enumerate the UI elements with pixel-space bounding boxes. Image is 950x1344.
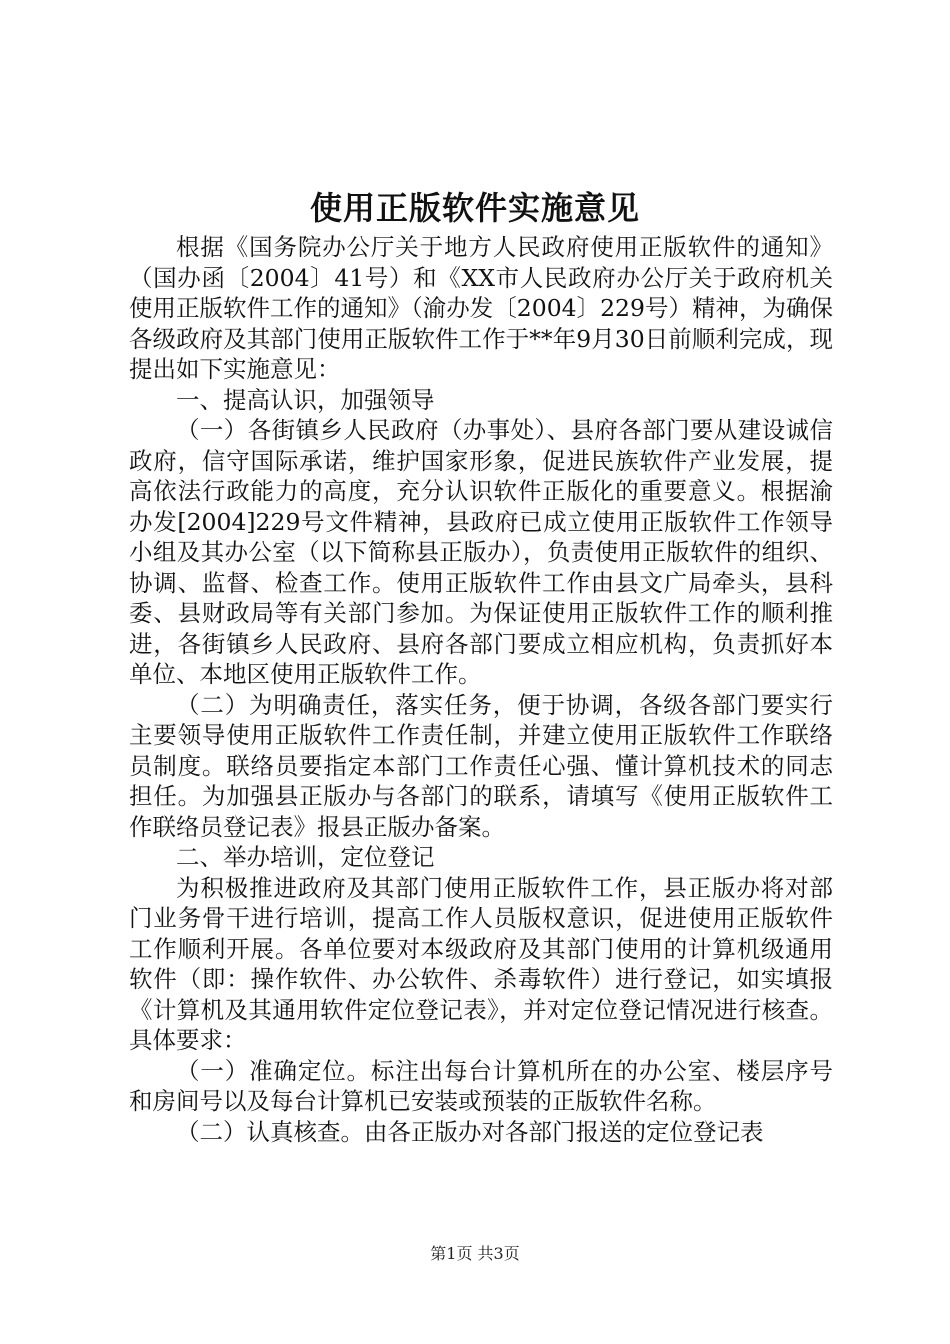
section-2-item-1: （一）准确定位。标注出每台计算机所在的办公室、楼层序号和房间号以及每台计算机已安装或预装的正版软件名称。 <box>129 1056 833 1115</box>
document-body <box>129 232 833 1147</box>
intro-paragraph: 根据《国务院办公厅关于地方人民政府使用正版软件的通知》（国办函〔2004〕41号）和《XX市人民政府办公厅关于政府机关使用正版软件工作的通知》（渝办发〔2004〕229号）精神，为确保各级政府及其部门使用正版软件工作于**年9月30日前顺利完成，现提出如下实施意见： <box>129 233 833 383</box>
page-footer: 第1页 共3页 <box>430 1244 520 1263</box>
section-heading-1: 一、提高认识，加强领导 <box>176 385 435 414</box>
document-title: 使用正版软件实施意见 <box>309 189 640 227</box>
section-2-intro: 为积极推进政府及其部门使用正版软件工作，县正版办将对部门业务骨干进行培训，提高工作人员版权意识，促进使用正版软件工作顺利开展。各单位要对本级政府及其部门使用的计算机级通用软件（即：操作软件、办公软件、杀毒软件）进行登记，如实填报《计算机及其通用软件定位登记表》，并对定位登记情况进行核查。具体要求： <box>129 873 833 1054</box>
section-1-item-2: （二）为明确责任，落实任务，便于协调，各级各部门要实行主要领导使用正版软件工作责任制，并建立使用正版软件工作联络员制度。联络员要指定本部门工作责任心强、懂计算机技术的同志担任。为加强县正版办与各部门的联系，请填写《使用正版软件工作联络员登记表》报县正版办备案。 <box>129 690 833 841</box>
section-2-item-2: （二）认真核查。由各正版办对各部门报送的定位登记表 <box>176 1117 764 1146</box>
section-heading-2: 二、举办培训，定位登记 <box>176 843 435 871</box>
section-1-item-1: （一）各街镇乡人民政府（办事处）、县府各部门要从建设诚信政府，信守国际承诺，维护国家形象，促进民族软件产业发展，提高依法行政能力的高度，充分认识软件正版化的重要意义。根据渝办发[2004]229号文件精神，县政府已成立使用正版软件工作领导小组及其办公室（以下简称县正版办），负责使用正版软件的组织、协调、监督、检查工作。使用正版软件工作由县文广局牵头，县科委、县财政局等有关部门参加。为保证使用正版软件工作的顺利推进，各街镇乡人民政府、县府各部门要成立相应机构，负责抓好本单位、本地区使用正版软件工作。 <box>129 416 833 688</box>
